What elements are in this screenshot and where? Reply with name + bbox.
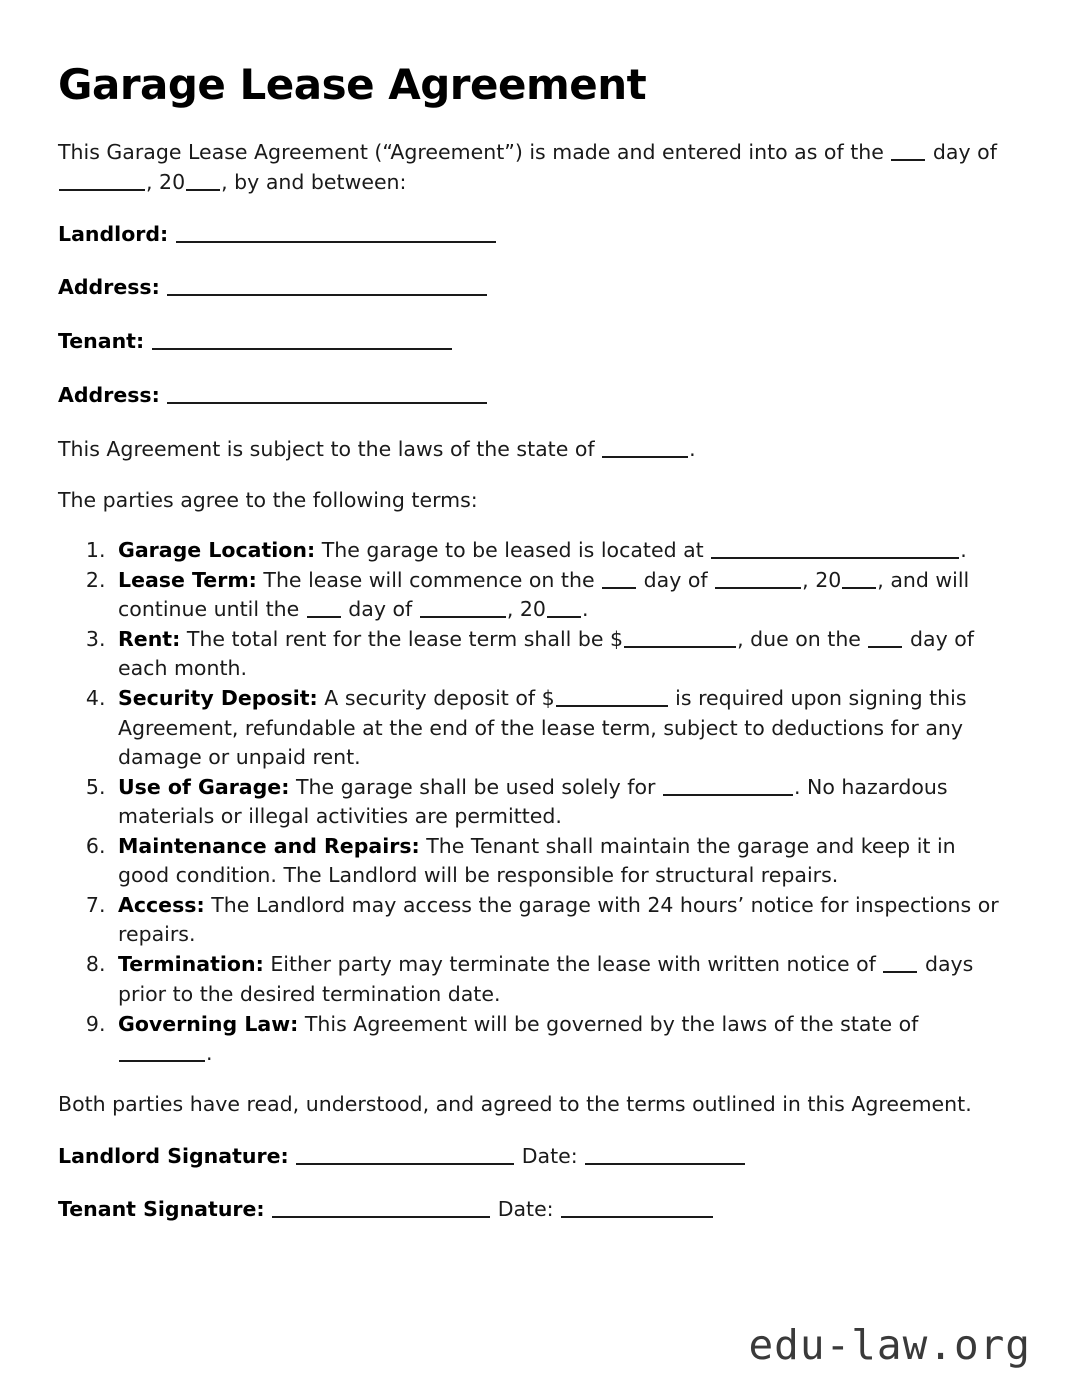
field-landlord-address [58,273,1003,303]
blank-garage-address[interactable] [711,537,959,558]
blank-day[interactable] [891,140,925,161]
term-2-text-b: day of [643,568,708,593]
term-security-deposit [112,684,1003,771]
field-tenant-label: Tenant: [58,329,145,354]
intro-text-d: , 20 [146,169,186,194]
blank-end-month[interactable] [420,597,506,618]
term-6-text-a: The Tenant shall maintain the garage and keep it in good condition. The Landlord will be responsible for structural repairs. [118,834,956,888]
signature-tenant [58,1195,1003,1225]
term-1-text-b: . [960,537,967,562]
blank-end-year[interactable] [547,597,581,618]
term-2-text-d: , and will continue until the [118,568,970,622]
term-3-text-b: , due on the [737,627,861,652]
blank-governing-state[interactable] [119,1040,205,1061]
term-garage-location [112,536,1003,565]
term-2-text-g: . [581,597,589,622]
term-5-text-b: . No hazardous materials or illegal activities are permitted. [118,774,948,828]
term-rent [112,625,1003,683]
field-landlord-address-input[interactable] [167,275,487,296]
footer-brand: edu-law.org [748,1321,1031,1369]
blank-state[interactable] [602,436,688,457]
blank-rent-amount[interactable] [624,627,736,648]
blank-commence-month[interactable] [715,568,801,589]
state-law-period: . [689,436,696,461]
term-2-heading: Lease Term: [118,568,257,593]
blank-deposit-amount[interactable] [556,686,668,707]
term-3-text-a: The total rent for the lease term shall be $ [186,627,624,652]
state-law-text: This Agreement is subject to the laws of the state of [58,436,595,461]
term-1-text-a: The garage to be leased is located at [321,537,704,562]
signature-tenant-date-input[interactable] [561,1197,713,1218]
term-use-of-garage [112,773,1003,831]
field-landlord [58,220,1003,250]
field-landlord-label: Landlord: [58,221,169,246]
field-tenant-input[interactable] [152,329,452,350]
blank-garage-use[interactable] [663,774,793,795]
term-4-text-a: A security deposit of $ [324,686,555,711]
term-2-text-a: The lease will commence on the [263,568,595,593]
term-2-text-f: , 20 [506,597,546,622]
term-maintenance-and-repairs [112,832,1003,890]
blank-commence-day[interactable] [602,568,636,589]
signature-tenant-date-label: Date: [497,1197,554,1222]
term-3-text-c: day of each month. [118,627,974,681]
signature-tenant-label: Tenant Signature: [58,1197,265,1222]
term-7-text-a: The Landlord may access the garage with 24 hours’ notice for inspections or repairs. [118,893,999,947]
intro-text-b: day [932,140,971,165]
signature-landlord-date-label: Date: [521,1143,578,1168]
closing-paragraph: Both parties have read, understood, and agreed to the terms outlined in this Agreement. [58,1091,972,1116]
terms-lead: The parties agree to the following terms: [58,488,478,513]
term-governing-law [112,1010,1003,1068]
term-1-heading: Garage Location: [118,537,316,562]
terms-list [58,536,1003,1068]
blank-termination-days[interactable] [883,952,917,973]
signature-landlord-input[interactable] [296,1143,514,1164]
field-tenant-address [58,381,1003,411]
term-4-heading: Security Deposit: [118,686,318,711]
signature-landlord-date-input[interactable] [585,1143,745,1164]
blank-year[interactable] [186,169,220,190]
term-4-text-b: is required upon signing this Agreement, refundable at the end of the lease term, subject to deductions for any damage or unpaid rent. [118,686,967,769]
term-8-text-a: Either party may terminate the lease with written notice of [270,952,876,977]
field-tenant-address-input[interactable] [167,382,487,403]
term-8-text-b: days prior to the desired termination date. [118,952,974,1006]
term-5-text-a: The garage shall be used solely for [295,774,656,799]
term-9-text-a: This Agreement will be governed by the laws of the state of [304,1011,919,1036]
term-2-text-c: , 20 [802,568,842,593]
field-tenant-address-label: Address: [58,382,160,407]
field-tenant [58,327,1003,357]
signature-landlord-label: Landlord Signature: [58,1143,289,1168]
state-law-paragraph [58,435,1003,465]
term-9-text-b: . [206,1040,213,1065]
blank-commence-year[interactable] [842,568,876,589]
intro-paragraph [58,138,1003,197]
term-5-heading: Use of Garage: [118,774,290,799]
page-title: Garage Lease Agreement [58,60,647,109]
intro-text-a: This Garage Lease Agreement (“Agreement”) is made and entered into as of the [58,140,884,165]
signature-tenant-input[interactable] [272,1197,490,1218]
term-8-heading: Termination: [118,952,264,977]
term-9-heading: Governing Law: [118,1011,299,1036]
term-access [112,891,1003,949]
term-2-text-e: day of [348,597,413,622]
field-landlord-address-label: Address: [58,275,160,300]
term-3-heading: Rent: [118,627,181,652]
blank-month[interactable] [59,169,145,190]
term-termination [112,950,1003,1008]
blank-end-day[interactable] [307,597,341,618]
intro-text-e: , by and between: [221,169,407,194]
term-6-heading: Maintenance and Repairs: [118,834,420,859]
intro-text-c: of [977,140,997,165]
term-7-heading: Access: [118,893,205,918]
field-landlord-input[interactable] [176,221,496,242]
signature-landlord [58,1142,1003,1172]
blank-rent-due-day[interactable] [868,627,902,648]
term-lease-term [112,566,1003,624]
